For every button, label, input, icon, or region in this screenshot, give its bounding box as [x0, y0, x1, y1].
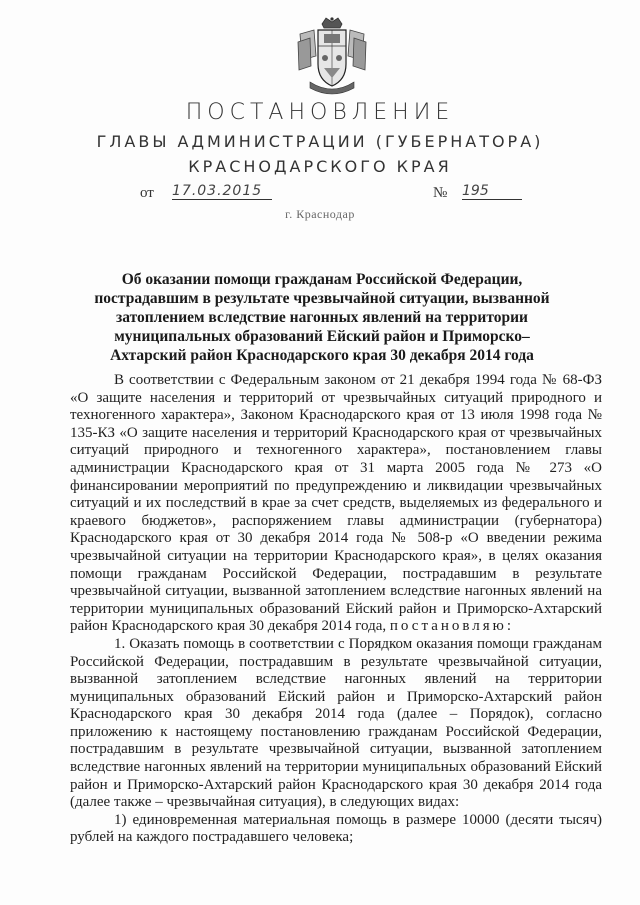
document-body [70, 372, 602, 847]
document-title: Об оказании помощи гражданам Российской Федерации, пострадавшим в результате чрезвычайной ситуации, вызванной затоплением вследствие нагонных явлений на территории муниципальных образований Ейский район и Приморско–Ахтарский район Краснодарского края 30 декабря 2014 года [94, 271, 550, 364]
number-prefix-label: № [433, 185, 448, 201]
decree-word: постановляю: [389, 618, 515, 635]
document-type-title: ПОСТАНОВЛЕНИЕ [185, 100, 455, 125]
paragraph-1-item-1: 1) единовременная материальная помощь в размере 10000 (десяти тысяч) рублей на каждого пострадавшего человека; [70, 811, 602, 846]
date-prefix-label: от [140, 185, 154, 201]
date-number-line [0, 185, 640, 209]
preamble-paragraph [70, 372, 602, 636]
paragraph-1: 1. Оказать помощь в соответствии с Порядком оказания помощи гражданам Российской Федерации, пострадавшим в результате чрезвычайной ситуации, вызванной затоплением вследствие нагонных явлений на территории муниципальных образований Ейский район и Приморско-Ахтарский район Краснодарского края 30 декабря 2014 года (далее – Порядок), согласно приложению к настоящему постановлению гражданам Российской Федерации, пострадавшим в результате чрезвычайной ситуации, вызванной затоплением вследствие нагонных явлений на территории муниципальных образований Ейский район и Приморско-Ахтарский район Краснодарского края 30 декабря 2014 года (далее также – чрезвычайная ситуация), в следующих видах: [70, 635, 602, 811]
issuer-line-2: КРАСНОДАРСКОГО КРАЯ [188, 157, 452, 176]
issuer-line-1: ГЛАВЫ АДМИНИСТРАЦИИ (ГУБЕРНАТОРА) [96, 132, 544, 151]
document-number: 195 [462, 183, 522, 200]
coat-of-arms-emblem [296, 16, 368, 96]
city-label: г. Краснодар [285, 207, 355, 221]
document-date: 17.03.2015 [172, 183, 272, 200]
preamble-text: В соответствии с Федеральным законом от 21 декабря 1994 года № 68-ФЗ «О защите населения и территорий от чрезвычайных ситуаций природного и техногенного характера», Законом Краснодарского края от 13 июля 1998 года № 135-КЗ «О защите населения и территорий Краснодарского края от чрезвычайных ситуаций природного и техногенного характера», постановлением главы администрации Краснодарского края от 31 марта 2005 года № 273 «О финансировании мероприятий по предупреждению и ликвидации чрезвычайных ситуаций и их последствий в крае за счет средств, выделяемых из федерального и краевого бюджетов», распоряжением главы администрации (губернатора) Краснодарского края от 30 декабря 2014 года № 508-р «О введении режима чрезвычайной ситуации на территории Краснодарского края», в целях оказания помощи гражданам Российской Федерации, пострадавшим в результате чрезвычайной ситуации, вызванной затоплением вследствие нагонных явлений на территории муниципальных образований Ейский район и Приморско-Ахтарский район Краснодарского края 30 декабря 2014 года, [70, 372, 602, 635]
